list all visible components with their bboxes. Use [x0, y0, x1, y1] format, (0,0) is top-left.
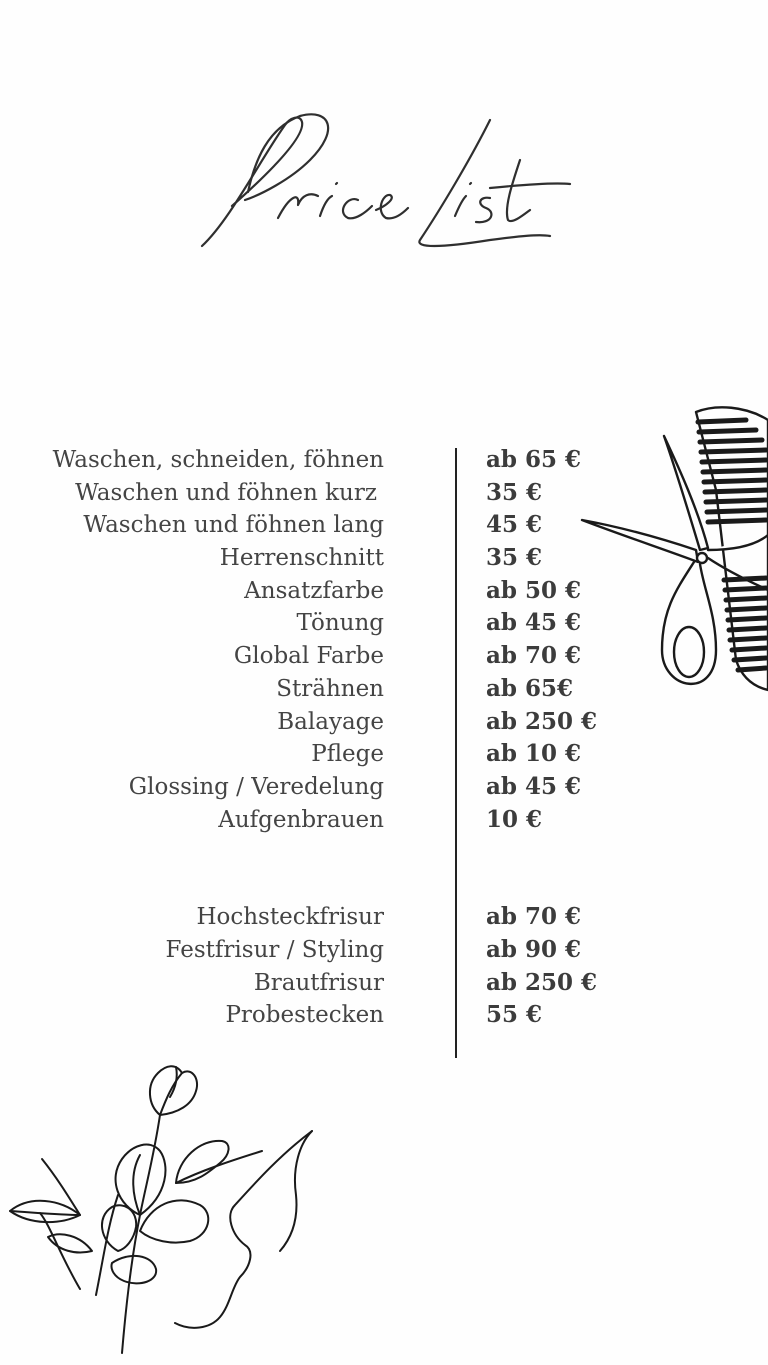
styling-name: Brautfrisur [253, 969, 384, 996]
service-name: Tönung [296, 610, 384, 637]
styling-price: ab 90 € [486, 935, 582, 963]
service-price: ab 10 € [486, 740, 582, 768]
service-price: ab 45 € [486, 609, 582, 637]
flower-woman-icon [0, 1055, 330, 1355]
styling-name: Probestecken [225, 1002, 384, 1029]
scissors-comb-icon [576, 400, 768, 700]
service-name: Glossing / Veredelung [128, 773, 384, 800]
service-name: Ansatzfarbe [244, 577, 384, 604]
column-divider [455, 448, 457, 1058]
service-price: 35 € [486, 478, 543, 506]
service-price: ab 65€ [486, 674, 574, 702]
page-title [190, 100, 590, 260]
title-script-art [190, 100, 590, 260]
service-price: ab 250 € [486, 707, 598, 735]
styling-name: Hochsteckfrisur [196, 904, 384, 931]
service-price: 35 € [486, 544, 543, 572]
service-name: Aufgenbrauen [218, 806, 384, 833]
service-name: Pflege [311, 741, 384, 768]
service-name: Waschen und föhnen lang [83, 512, 384, 539]
service-name: Strähnen [276, 675, 384, 702]
service-name: Waschen und föhnen kurz [75, 479, 377, 506]
service-name: Waschen, schneiden, föhnen [52, 447, 384, 473]
service-price: ab 65 € [486, 446, 582, 473]
styling-name: Festfrisur / Styling [165, 936, 384, 963]
styling-price: ab 70 € [486, 903, 582, 931]
service-price: ab 70 € [486, 642, 582, 670]
styling-price: ab 250 € [486, 968, 598, 996]
styling-price: 55 € [486, 1001, 543, 1029]
service-names [53, 444, 384, 1032]
service-name: Balayage [277, 708, 384, 735]
service-price: ab 45 € [486, 772, 582, 800]
service-name: Herrenschnitt [219, 545, 384, 572]
service-name: Global Farbe [233, 643, 384, 670]
service-price: 10 € [486, 805, 543, 833]
service-price: ab 50 € [486, 576, 582, 604]
service-price: 45 € [486, 511, 543, 539]
